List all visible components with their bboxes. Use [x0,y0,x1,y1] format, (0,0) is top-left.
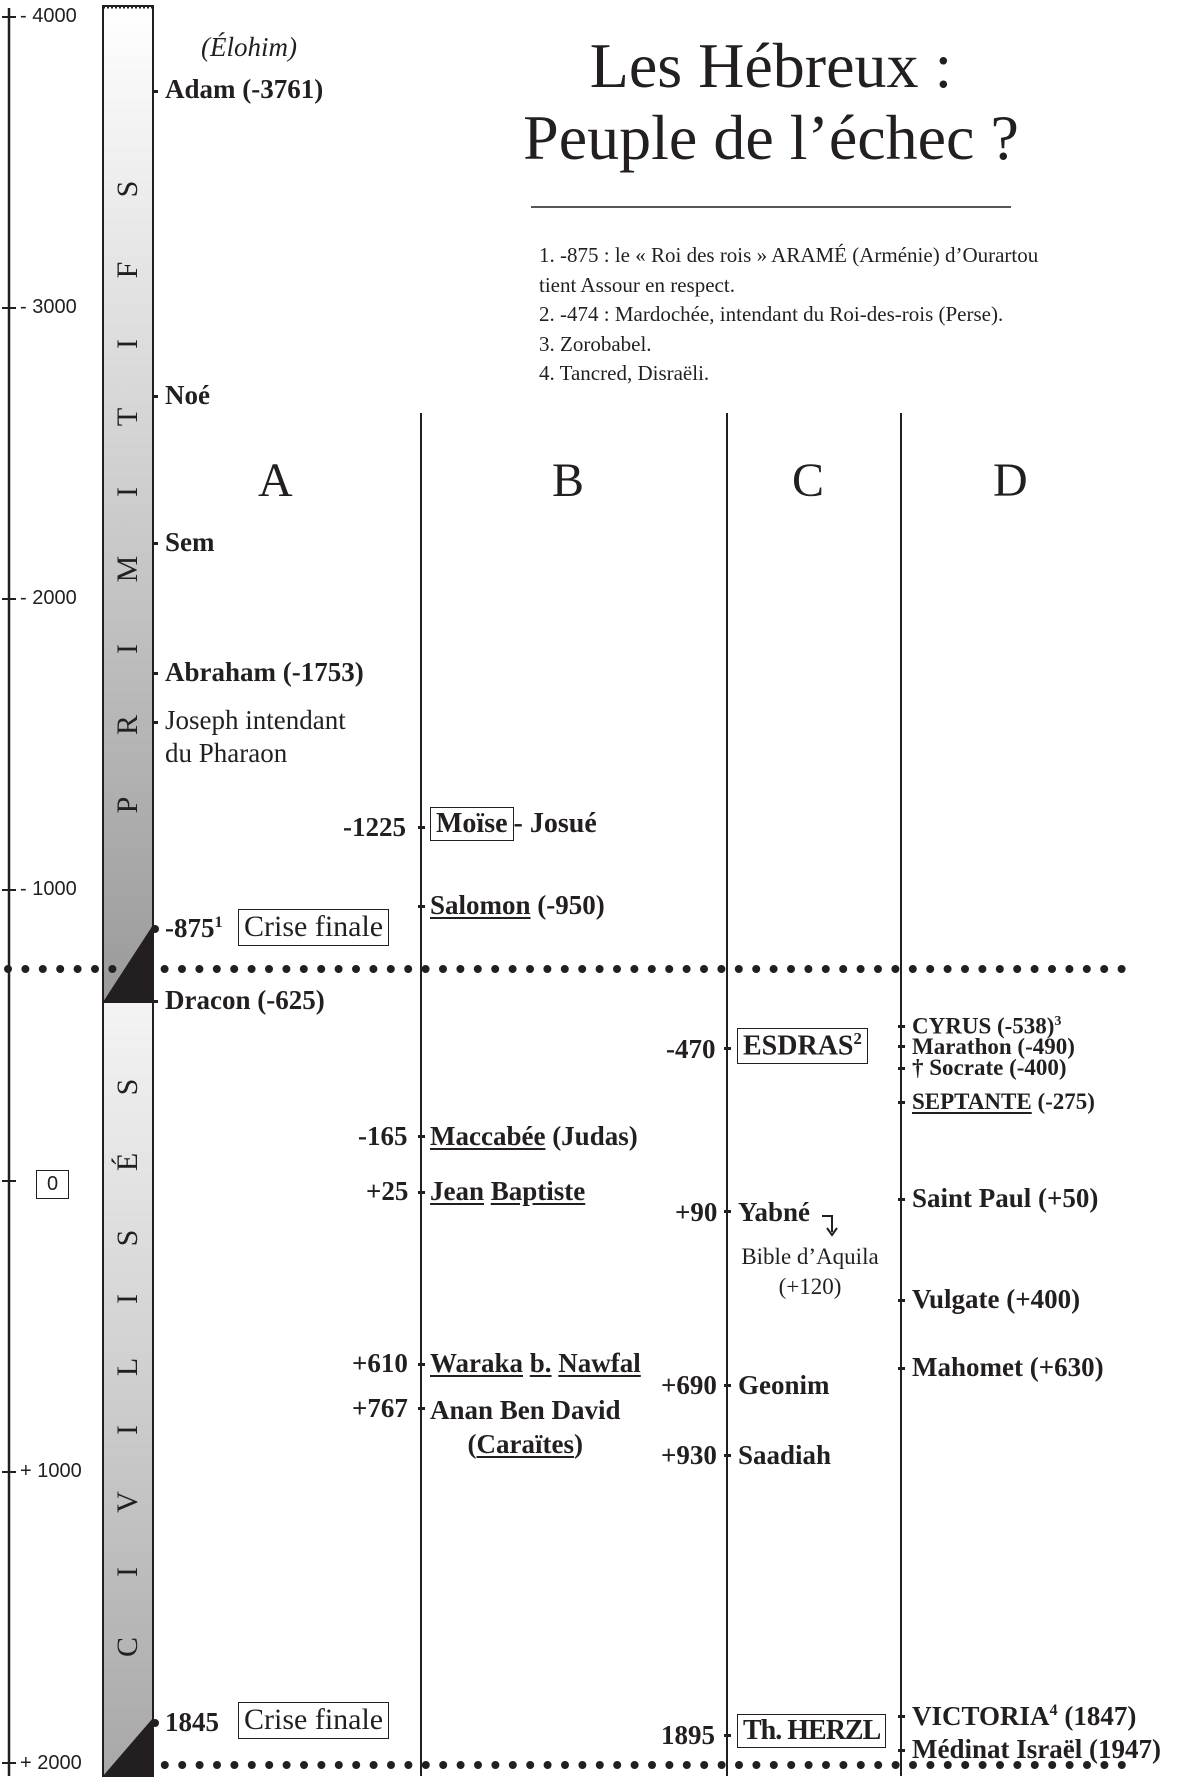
sem-entry: Sem [165,527,215,557]
septante-entry: SEPTANTE (-275) [912,1089,1095,1114]
jean-baptiste-entry: Jean Baptiste [430,1176,586,1206]
aquila-entry [735,1242,885,1302]
title-line-1: Les Hébreux : [589,30,953,101]
footnote-line: 2. -474 : Mardochée, intendant du Roi-des-rois (Perse). [539,302,1004,326]
footnote-line: tient Assour en respect. [539,272,735,297]
anan-date: +767 [352,1393,408,1423]
moise-entry [430,807,597,841]
joseph-line-1: Joseph intendant [165,705,346,735]
esdras-date: -470 [666,1034,716,1064]
band-letter: C [111,1637,144,1658]
band-letter: S [111,180,144,198]
band-letter: L [111,1357,144,1377]
axis-tick-label-zero: 0 [36,1170,69,1199]
waraka-entry: Waraka b. Nawfal [430,1348,641,1378]
jean-date: +25 [366,1176,409,1206]
column-header-b: B [552,454,585,507]
abraham-entry: Abraham (-1753) [165,657,364,687]
herzl-date: 1895 [661,1720,715,1750]
herzl-entry [737,1714,886,1748]
footnote-line: 1. -875 : le « Roi des rois » ARAMÉ (Arménie) d’Ourartou [539,243,1039,267]
band-letter: I [111,487,144,497]
geonim-entry: Geonim [738,1370,830,1400]
axis-tick-label: - 3000 [20,296,77,318]
anan-name: Anan Ben David [430,1395,621,1425]
victoria-entry: VICTORIA$^4$ (1847) [912,1701,1137,1731]
geonim-date: +690 [661,1370,717,1400]
caraites-line: (Caraïtes) [467,1429,584,1459]
esdras-entry [737,1028,868,1064]
waraka-date: +610 [352,1348,408,1378]
saadiah-entry: Saadiah [738,1440,832,1470]
anan-entry [430,1393,621,1461]
joseph-entry [165,704,346,770]
band-letter: M [111,555,144,583]
moise-date: -1225 [343,812,406,842]
maccabee-entry: Maccabée (Judas) [430,1121,638,1151]
crise-finale-1-date: $-875^1$ [165,913,223,943]
yabne-date: +90 [675,1197,718,1227]
crise-finale-2-date: 1845 [165,1707,219,1737]
aquila-line-1: Bible d’Aquila [741,1244,879,1269]
marathon-entry: Marathon (-490) [912,1034,1075,1059]
socrate-entry: † Socrate (-400) [912,1055,1067,1080]
footnote-line: 3. Zorobabel. [539,331,652,356]
moise-box: Moïse [430,807,514,841]
axis-tick-label: - 4000 [20,5,77,27]
medinat-israel-entry: Médinat Israël (1947) [912,1734,1161,1764]
band-letter: S [111,1229,144,1247]
crise-finale-2-label: Crise finale [238,1702,389,1739]
aquila-line-2: (+120) [778,1274,842,1299]
band-letter: F [111,261,144,279]
josue-label: - Josué [513,808,597,839]
band-letter: V [111,1491,144,1513]
joseph-line-2: du Pharaon [165,738,288,768]
crise-finale-2-box [238,1702,389,1739]
vulgate-entry: Vulgate (+400) [912,1284,1081,1314]
herzl-box: Th. HERZL [737,1714,886,1748]
band-letter: I [111,1425,144,1435]
page-title [486,30,1056,174]
crise-finale-1-box [238,909,389,946]
band-letter: S [111,1078,144,1096]
crise-finale-1-label: Crise finale [238,909,389,946]
title-line-2: Peuple de l’échec ? [523,102,1019,173]
axis-tick-label: + 1000 [20,1460,82,1482]
band-letter: T [111,407,144,427]
column-header-a: A [258,454,293,507]
column-header-c: C [792,454,825,507]
adam-entry: Adam (-3761) [165,74,324,104]
band-letter: R [111,715,144,736]
footnote-line: 4. Tancred, Disraëli. [539,361,710,385]
band-letter: I [111,1567,144,1577]
saint-paul-entry: Saint Paul (+50) [912,1183,1099,1213]
axis-tick-label: + 2000 [20,1752,82,1774]
band-letter: P [111,796,144,814]
noe-entry: Noé [165,380,210,410]
mahomet-entry: Mahomet (+630) [912,1352,1104,1382]
footnotes [539,241,1038,389]
esdras-box: ESDRAS$^2$ [737,1028,868,1064]
cyrus-entry: CYRUS $(-538)^3$ [912,1013,1062,1039]
yabne-entry: Yabné [738,1197,811,1227]
salomon-entry: Salomon (-950) [430,890,605,920]
saadiah-date: +930 [661,1440,717,1470]
maccabee-date: -165 [358,1121,408,1151]
axis-tick-label: - 2000 [20,587,77,609]
band-letter: I [111,1294,144,1304]
band-letter: É [111,1152,144,1172]
elohim-label: (Élohim) [201,32,297,62]
band-letter: I [111,339,144,349]
column-header-d: D [993,454,1028,507]
band-letter: I [111,644,144,654]
axis-tick-label: - 1000 [20,878,77,900]
dracon-entry: Dracon (-625) [165,985,325,1015]
